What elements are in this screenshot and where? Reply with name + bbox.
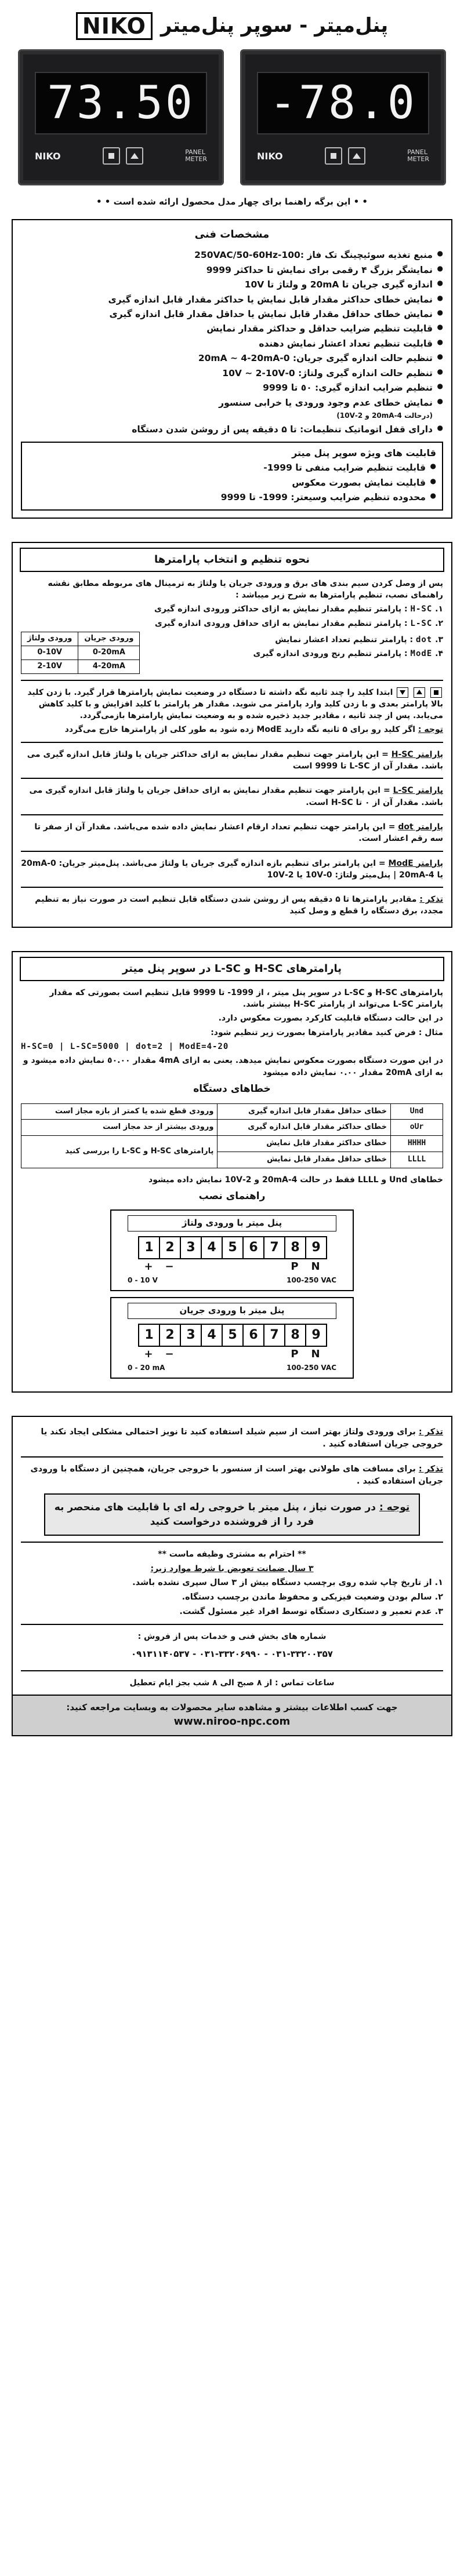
caution-text: توجه : اگر کلید رو برای ۵ ثانیه نگه دارید ModE زده شود به طور کلی از پارامترها خارج می‌گردد — [64, 725, 443, 735]
special-features — [21, 442, 443, 511]
meter-display: -78.0 — [257, 72, 429, 134]
up-key-icon — [414, 687, 425, 698]
dot-desc: پارامتر dot = این پارامتر جهت تنظیم تعداد ارقام اعشار نمایش داده شده می‌باشد. مقدار آن از صفر تا سه رقم اعشار است. — [34, 822, 443, 844]
spec-item: ● نمایش خطای حداکثر مقدار قابل نمایش یا حداکثر مقدار قابل اندازه گیری — [21, 293, 443, 306]
spec-item: ● دارای قفل اتوماتیک تنظیمات: تا ۵ دقیقه پس از روشن شدن دستگاه — [21, 423, 443, 436]
set-key-icon — [325, 147, 342, 165]
note-1: تذکر : برای ورودی ولتاژ بهتر است از سیم شیلد استفاده کنید تا نویز احتمالی مشکلی ایجاد نکند یا خروجی جریان استفاده کنید . — [41, 1427, 443, 1449]
terminal: 1 — [138, 1236, 160, 1259]
steps-text: ابتدا کلید را چند ثانیه نگه داشته تا دستگاه در وضعیت نمایش پارامترها قرار گیرد. با زدن کلید بالا پارامتر بعدی و با زدن کلید وارد پارامتر می شوید. مقدار هر پارامتر با کلید افزایش و با کلید کاهش می‌یابد. پس از چند ثانیه ، مقادیر جدید ذخیره شده و به وضعیت نمایش پارامترها بازمی‌گردد. — [27, 687, 443, 721]
remind-text: تذکر : مقادیر پارامترها تا ۵ دقیقه پس از روشن شدن دستگاه قابل تنظیم است در صورت نیاز به تنظیم مجدد، برق دستگاه را قطع و وصل کنید — [35, 895, 443, 916]
phones-title: شماره های بخش فنی و خدمات پس از فروش : — [137, 1632, 327, 1642]
terminal: 9 — [305, 1324, 327, 1347]
up-key-icon — [348, 147, 365, 165]
install-title: راهنمای نصب — [198, 1190, 266, 1203]
mode-desc: پارامتر ModE = این پارامتر برای تنظیم بازه اندازه گیری جریان یا ولتاژ می‌باشد. پنل‌میتر جریان: 0-20mA یا 4-20mA | پنل‌میتر ولتاژ: 0-10V یا 2-10V — [21, 858, 443, 880]
spec-item: ● نمایش خطای عدم وجود ورودی یا خرابی سنسور — [21, 396, 443, 409]
spec-item: ● قابلیت تنظیم ضرایب حداقل و حداکثر مقدار نمایش — [21, 322, 443, 335]
wiring-diagram-current: پنل میتر با ورودی جریان 1 2 3 4 5 6 7 8 9 + − P N 0 - 20 mA 100-250 VAC — [110, 1297, 354, 1379]
warranty-item: ۲. سالم بودن وضعیت فیزیکی و محفوظ ماندن برچسب دستگاه. — [182, 1593, 443, 1602]
brand-logo: NIKO — [76, 12, 153, 40]
params-text: در این صورت دستگاه بصورت معکوس نمایش میدهد. یعنی به ازای 4mA مقدار ٥٠.٠٠ نمایش داده میشود و به ازای 20mA مقدار ٠.٠٠ نمایش داده میشود — [23, 1056, 443, 1077]
special-item: ● قابلیت نمایش بصورت معکوس — [28, 476, 436, 489]
up-key-icon — [126, 147, 143, 165]
param-line: ۱. H-SC : پارامتر تنظیم مقدار نمایش به ازای حداکثر ورودی اندازه گیری — [154, 604, 443, 614]
range-table: ورودی جریان ورودی ولتاژ 0-20mA 0-10V 4-20mA 2-10V — [21, 632, 140, 674]
note-2: تذکر : برای مسافت های طولانی بهتر است از سنسور با خروجی جریان، همچنین از دستگاه با ورودی جریان استفاده کنید . — [30, 1464, 443, 1486]
l-sc-desc: پارامتر L-SC = این پارامتر جهت تنظیم مقدار نمایش به ازای حداقل جریان یا ولتاژ قابل اندازه گیری می باشد. مقدار آن از ٠ تا H-SC است. — [29, 786, 443, 807]
specs-list — [21, 249, 443, 409]
terminal: 6 — [242, 1236, 264, 1259]
params-text: در این حالت دستگاه قابلیت کارکرد بصورت معکوس دارد. — [218, 1014, 443, 1023]
relay-output-notice: توجه : در صورت نیاز ، پنل میتر با خروجی رله ای با قابلیت های منحصر به فرد را از فروشنده درخواست کنید — [44, 1493, 420, 1536]
errors-title: خطاهای دستگاه — [193, 1083, 271, 1095]
spec-item: ● اندازه گیری جریان تا 20mA و ولتاژ تا 10V — [21, 278, 443, 291]
terminal: 8 — [284, 1324, 306, 1347]
super-panel-meter-image — [240, 49, 446, 185]
terminal: 2 — [159, 1236, 181, 1259]
website-link[interactable]: www.niroo-npc.com — [173, 1715, 291, 1728]
param-line: ۴. ModE : پارامتر تنظیم رنج ورودی اندازه گیری — [253, 649, 443, 659]
param-line: ۲. L-SC : پارامتر تنظیم مقدار نمایش به ازای حداقل ورودی اندازه گیری — [154, 618, 443, 628]
spec-item: ● تنظیم ضرایب اندازه گیری: ٥٠ تا 9999 — [21, 381, 443, 394]
params-text: پارامترهای H-SC و L-SC در سوپر پنل میتر ، از 1999- تا 9999 قابل تنظیم است بصورتی که مقدار پارامتر L-SC می‌تواند از پارامتر H-SC بیشتر باشد. — [49, 988, 443, 1010]
errors-table: Und خطای حداقل مقدار قابل اندازه گیری ورودی قطع شده یا کمتر از بازه مجاز است oUr خطای حداکثر مقدار قابل اندازه گیری ورودی بیشتر از حد مجاز است HHHH خطای حداکثر مقدار قابل نمایش پارامترهای H-SC و L-SC را بررسی کنید LLLL خطای حداقل مقدار قابل نمایش — [21, 1103, 443, 1168]
terminal: 6 — [242, 1324, 264, 1347]
terminal: 3 — [180, 1236, 202, 1259]
warranty-item: ۱. از تاریخ چاپ شده روی برچسب دستگاه بیش از ۳ سال سپری نشده باشد. — [132, 1578, 443, 1588]
spec-item: ● تنظیم حالت اندازه گیری جریان: 0-20mA ~ 4-20mA — [21, 352, 443, 365]
header — [9, 8, 455, 46]
special-item: ● قابلیت تنظیم ضرایب منفی تا 1999- — [28, 461, 436, 474]
warranty-item: ۳. عدم تعمیر و دستکاری دستگاه توسط افراد غیر مسئول گشت. — [179, 1607, 443, 1617]
param-line: ۳. dot : پارامتر تنظیم تعداد اعشار نمایش — [275, 635, 443, 645]
panel-meter-image — [18, 49, 224, 185]
special-title: قابلیت های ویژه سوپر پنل میتر — [292, 447, 436, 459]
respect-line: ** احترام به مشتری وظیفه ماست ** — [158, 1550, 306, 1560]
meter-brand: NIKO — [35, 150, 61, 162]
meter-photos — [9, 46, 455, 190]
panel-meter-text: PANEL METER — [185, 148, 207, 163]
phone-numbers: ۰۹۱۳۱۱۴۰۵۳۷ - ۰۳۱-۳۳۲۰۶۹۹۰ - ۰۳۱-۳۳۲۰۰۳۵۷ — [131, 1649, 333, 1660]
spec-item: ● نمایشگر بزرگ ۴ رقمی برای نمایش تا حداکثر 9999 — [21, 264, 443, 276]
down-key-icon — [397, 687, 408, 698]
specs-title: مشخصات فنی — [194, 228, 270, 241]
params-box — [12, 951, 452, 1393]
meter-display: 73.50 — [35, 72, 207, 134]
intro-note: • • این برگه راهنما برای چهار مدل محصول ارائه شده است • • — [96, 196, 368, 207]
special-item: ● محدوده تنظیم ضرایب وسیعتر: 1999- تا 9999 — [28, 491, 436, 504]
terminal: 7 — [263, 1236, 285, 1259]
warranty-list — [21, 1577, 443, 1618]
terminal: 1 — [138, 1324, 160, 1347]
terminal: 5 — [222, 1236, 244, 1259]
terminal: 4 — [201, 1236, 223, 1259]
wiring-diagram-voltage: پنل میتر با ورودی ولتاژ 1 2 3 4 5 6 7 8 9 + − P N 0 - 10 V 100-250 VAC — [110, 1209, 354, 1291]
warranty-title: ۳ سال ضمانت تعویض با شرط موارد زیر: — [150, 1564, 314, 1573]
terminal: 7 — [263, 1324, 285, 1347]
website-footer — [13, 1695, 451, 1735]
terminal: 3 — [180, 1324, 202, 1347]
spec-item: ● قابلیت تنظیم تعداد اعشار نمایش دهنده — [21, 337, 443, 350]
spec-item: ● نمایش خطای حداقل مقدار قابل نمایش یا حداقل مقدار قابل اندازه گیری — [21, 308, 443, 320]
specs-box — [12, 219, 452, 519]
terminal: 9 — [305, 1236, 327, 1259]
params-title: پارامترهای H-SC و L-SC در سوپر پنل میتر — [122, 962, 342, 975]
errors-note: خطاهای Und و LLLL فقط در حالت 4-20mA و 2-10V نمایش داده میشود — [148, 1175, 443, 1185]
spec-subnote: (درحالت 4-20mA و 2-10V) — [336, 411, 433, 420]
page-title: پنل‌میتر - سوپر پنل‌میتر — [160, 14, 389, 37]
terminal: 5 — [222, 1324, 244, 1347]
settings-box — [12, 542, 452, 928]
spec-item: ● تنظیم حالت اندازه گیری ولتاژ: 0-10V ~ 2-10V — [21, 367, 443, 380]
terminal: 8 — [284, 1236, 306, 1259]
notes-box — [12, 1416, 452, 1736]
params-example: H-SC=0 | L-SC=5000 | dot=2 | ModE=4-20 — [21, 1042, 229, 1051]
params-text: مثال : فرض کنید مقادیر پارامترها بصورت زیر تنظیم شود: — [211, 1028, 443, 1037]
settings-title: نحوه تنظیم و انتخاب پارامترها — [154, 553, 310, 566]
terminal: 2 — [159, 1324, 181, 1347]
meter-brand: NIKO — [257, 150, 283, 162]
footer-text: جهت کسب اطلاعات بیشتر و مشاهده سایر محصولات به وبسایت مراجعه کنید: — [66, 1702, 398, 1713]
settings-intro: پس از وصل کردن سیم بندی های برق و ورودی جریان یا ولتاژ به ترمینال های مربوطه مطابق نقشه راهنمای نصب، تنظیم پارامترها به شرح زیر میباشد : — [48, 578, 443, 600]
set-key-icon — [430, 687, 442, 698]
set-key-icon — [103, 147, 120, 165]
panel-meter-text: PANEL METER — [407, 148, 429, 163]
terminal: 4 — [201, 1324, 223, 1347]
contact-hours: ساعات تماس : از ۸ صبح الی ۸ شب بجز ایام تعطیل — [129, 1678, 335, 1688]
spec-item: ● منبع تغذیه سوئیچینگ تک فاز :100-250VAC/50-60Hz — [21, 249, 443, 261]
h-sc-desc: پارامتر H-SC = این پارامتر جهت تنظیم مقدار نمایش به ازای حداکثر جریان یا ولتاژ قابل اندازه گیری می باشد. مقدار آن از L-SC تا 9999 است — [27, 749, 443, 771]
